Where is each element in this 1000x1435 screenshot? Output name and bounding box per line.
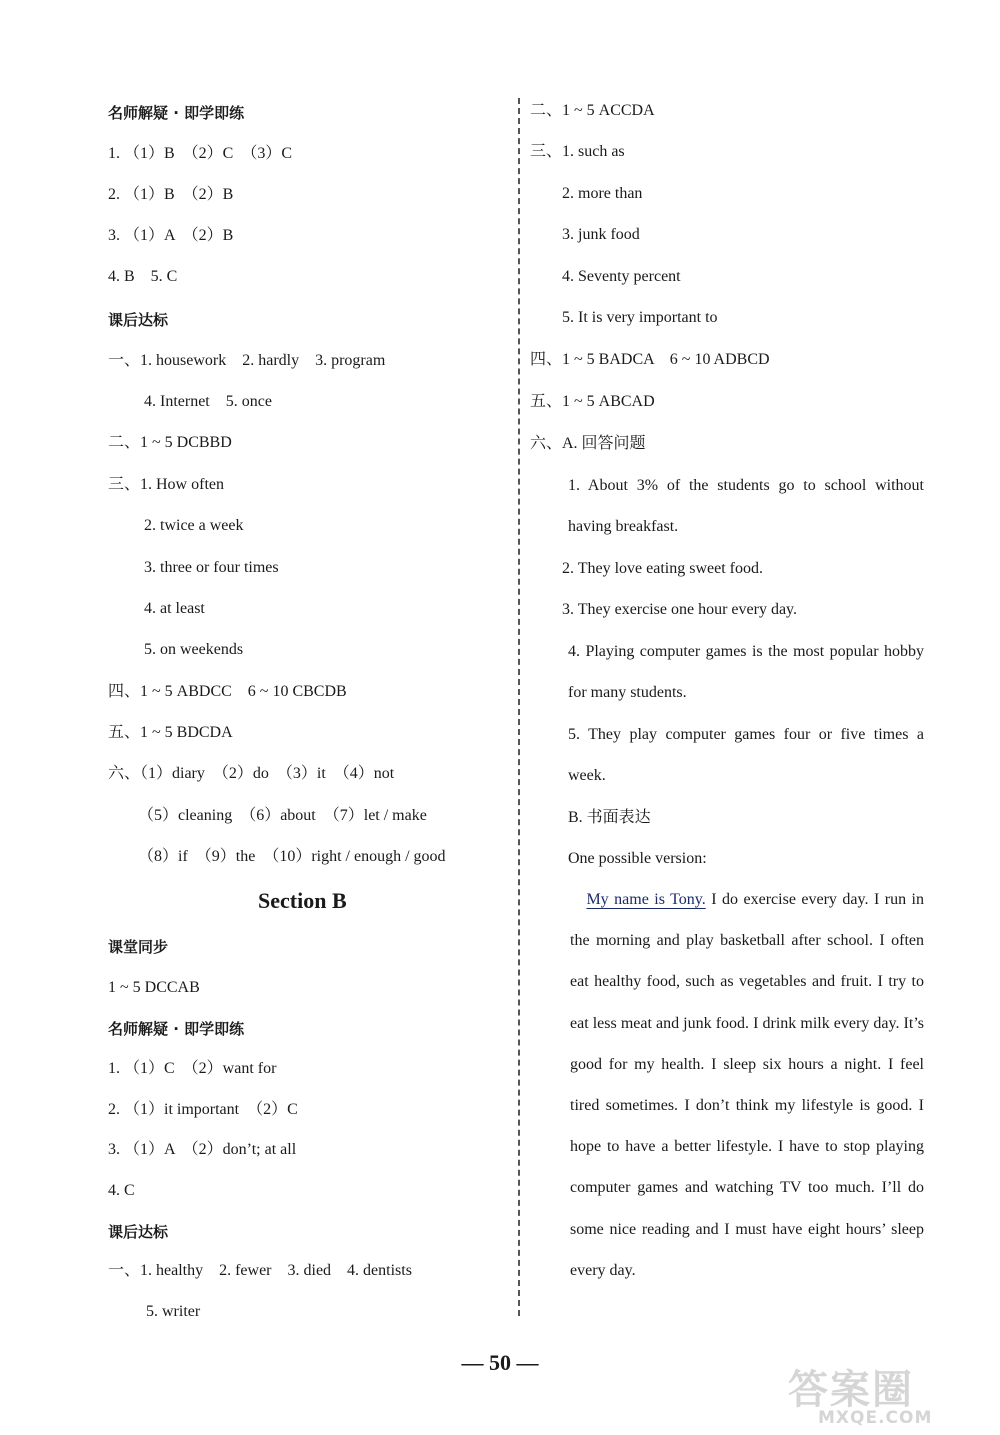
- section-title: Section B: [258, 888, 347, 913]
- answer-line: 5. on weekends: [144, 641, 244, 658]
- answer-line: 四、1 ~ 5 ABDCC 6 ~ 10 CBCDB: [108, 683, 347, 700]
- answer-line: 5. It is very important to: [562, 309, 718, 326]
- heading-mingshi-jiexi: 名师解疑 · 即学即练: [108, 1020, 245, 1038]
- heading-mingshi-jiexi: 名师解疑 · 即学即练: [108, 104, 245, 122]
- watermark-text-en: MXQE.COM: [818, 1408, 933, 1428]
- watermark-logo: [788, 1367, 978, 1430]
- answer-line: 3. （1）A （2）B: [108, 227, 234, 244]
- heading-kehou-dabiao: 课后达标: [108, 1223, 169, 1241]
- answer-line: 2. twice a week: [144, 517, 244, 534]
- answer-line: （8）if （9）the （10）right / enough / good: [138, 848, 446, 865]
- answer-line: 3. （1）A （2）don’t; at all: [108, 1141, 297, 1158]
- heading-ketang-tongbu: 课堂同步: [108, 938, 169, 956]
- answer-line: 二、1 ~ 5 DCBBD: [108, 434, 232, 451]
- answer-line: 二、1 ~ 5 ACCDA: [530, 102, 655, 119]
- answer-line: （5）cleaning （6）about （7）let / make: [138, 807, 427, 824]
- answer-line: 4. B 5. C: [108, 268, 178, 285]
- answer-paragraph: 1. About 3% of the students go to school without having breakfast.: [568, 477, 924, 536]
- answer-line: 三、1. How often: [108, 476, 224, 493]
- essay-body: I do exercise every day. I run in the morning and play basketball after school. I often eat healthy food, such as vegetables and fruit. I try to eat less meat and junk food. I drink milk every day. It’s good for my health. I sleep six hours a night. I feel tired sometimes. I don’t think my lifestyle is good. I hope to have a better lifestyle. I have to stop playing computer games and watching TV too much. I’ll do some nice reading and I must have eight hours’ sleep every day.: [570, 891, 925, 1279]
- essay-underlined-start: My name is Tony.: [586, 891, 706, 908]
- answer-line: 1 ~ 5 DCCAB: [108, 979, 200, 996]
- answer-line: 3. They exercise one hour every day.: [562, 601, 798, 618]
- answer-line: 1. （1）B （2）C （3）C: [108, 145, 293, 162]
- essay-paragraph: [570, 879, 924, 1291]
- answer-line: 五、1 ~ 5 BDCDA: [108, 724, 233, 741]
- answer-line: One possible version:: [568, 850, 707, 867]
- answer-line: 2. （1）it important （2）C: [108, 1101, 298, 1118]
- answer-line: 2. They love eating sweet food.: [562, 560, 763, 577]
- answer-line: 六、（1）diary （2）do （3）it （4）not: [108, 765, 395, 782]
- answer-line: 3. three or four times: [144, 559, 279, 576]
- answer-line: 一、1. healthy 2. fewer 3. died 4. dentists: [108, 1262, 412, 1279]
- answer-paragraph: 4. Playing computer games is the most popular hobby for many students.: [568, 643, 924, 702]
- answer-line: 1. （1）C （2）want for: [108, 1060, 277, 1077]
- answer-line: 四、1 ~ 5 BADCA 6 ~ 10 ADBCD: [530, 351, 770, 368]
- page-number: — 50 —: [461, 1350, 539, 1375]
- answer-line: 2. （1）B （2）B: [108, 186, 234, 203]
- answer-line: 5. writer: [146, 1303, 201, 1320]
- answer-line: 4. Seventy percent: [562, 268, 681, 285]
- answer-paragraph: 5. They play computer games four or five times a week.: [568, 726, 924, 785]
- answer-line: 4. Internet 5. once: [144, 393, 272, 410]
- answer-line: 三、1. such as: [530, 143, 625, 160]
- answer-line: 4. at least: [144, 600, 205, 617]
- answer-line: B. 书面表达: [568, 809, 651, 826]
- column-divider: [518, 98, 520, 1316]
- watermark-text-cn: 答案圈: [788, 1367, 914, 1413]
- answer-line: 五、1 ~ 5 ABCAD: [530, 393, 655, 410]
- heading-kehou-dabiao: 课后达标: [108, 311, 169, 329]
- answer-line: 一、1. housework 2. hardly 3. program: [108, 352, 386, 369]
- answer-line: 3. junk food: [562, 226, 640, 243]
- answer-line: 六、A. 回答问题: [530, 435, 646, 452]
- answer-line: 4. C: [108, 1182, 135, 1199]
- answer-line: 2. more than: [562, 185, 643, 202]
